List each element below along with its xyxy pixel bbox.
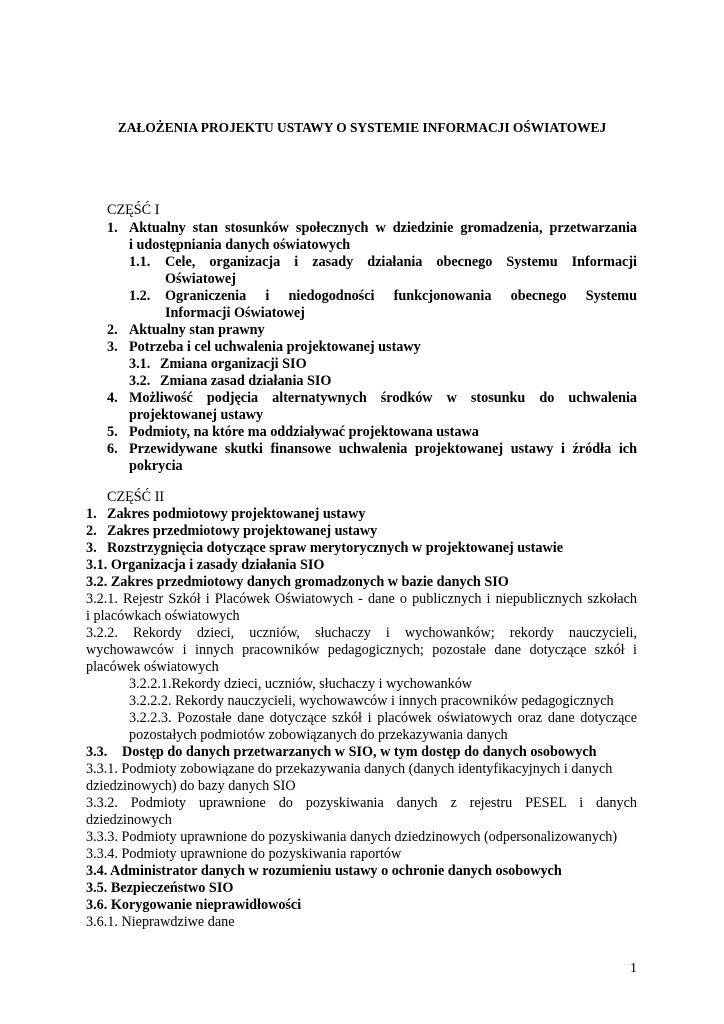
section-3-5: 3.5. Bezpieczeństwo SIO <box>86 880 234 896</box>
toc2-item-1-number: 1. <box>86 506 97 522</box>
toc-item-2-number: 2. <box>107 322 118 338</box>
toc-item-6-line1: Przewidywane skutki finansowe uchwalenia projektowanej ustawy i źródła ich <box>129 441 637 457</box>
section-3-2-1-line2: i placówkach oświatowych <box>86 608 240 624</box>
toc-item-4-number: 4. <box>107 390 118 406</box>
section-3-2-2-line3: placówek oświatowych <box>86 659 219 675</box>
section-3-3-number: 3.3. <box>86 744 108 760</box>
section-3-3-1-line1: 3.3.1. Podmioty zobowiązane do przekazywania danych (danych identyfikacyjnych i danych <box>86 761 613 777</box>
toc-item-3-2: Zmiana zasad działania SIO <box>160 373 332 389</box>
section-3-3-4: 3.3.4. Podmioty uprawnione do pozyskiwania raportów <box>86 846 402 862</box>
section-3-2-2-line1: 3.2.2. Rekordy dzieci, uczniów, słuchaczy i wychowanków; rekordy nauczycieli, <box>86 625 637 641</box>
document-title: ZAŁOŻENIA PROJEKTU USTAWY O SYSTEMIE INFORMACJI OŚWIATOWEJ <box>117 120 607 135</box>
toc-item-4-line2: projektowanej ustawy <box>129 407 264 423</box>
section-3-2-2-2: 3.2.2.2. Rekordy nauczycieli, wychowawców i innych pracowników pedagogicznych <box>129 693 614 709</box>
toc-item-1-2-line1: Ograniczenia i niedogodności funkcjonowania obecnego Systemu <box>165 288 637 304</box>
section-3-3-3: 3.3.3. Podmioty uprawnione do pozyskiwania danych dziedzinowych (odpersonalizowanych) <box>86 829 618 845</box>
toc-item-6-line2: pokrycia <box>129 458 183 474</box>
section-3-3: Dostęp do danych przetwarzanych w SIO, w tym dostęp do danych osobowych <box>122 744 597 760</box>
toc-item-5: Podmioty, na które ma oddziaływać projektowana ustawa <box>129 424 479 440</box>
toc2-item-1: Zakres podmiotowy projektowanej ustawy <box>107 506 366 522</box>
toc-item-1-1-number: 1.1. <box>129 254 151 270</box>
toc-item-1-line1: Aktualny stan stosunków społecznych w dziedzinie gromadzenia, przetwarzania <box>129 220 637 236</box>
part2-heading: CZĘŚĆ II <box>107 489 165 505</box>
toc-item-2: Aktualny stan prawny <box>129 322 265 338</box>
toc-item-1-1-line1: Cele, organizacja i zasady działania obecnego Systemu Informacji <box>165 254 637 270</box>
section-3-2-2-3-line1: 3.2.2.3. Pozostałe dane dotyczące szkół i placówek oświatowych oraz dane dotyczące <box>129 710 637 726</box>
toc-item-5-number: 5. <box>107 424 118 440</box>
section-3-2: 3.2. Zakres przedmiotowy danych gromadzonych w bazie danych SIO <box>86 574 509 590</box>
toc2-item-2: Zakres przedmiotowy projektowanej ustawy <box>107 523 378 539</box>
toc-item-3-number: 3. <box>107 339 118 355</box>
section-3-2-2-1: 3.2.2.1.Rekordy dzieci, uczniów, słuchaczy i wychowanków <box>129 676 473 692</box>
section-3-4: 3.4. Administrator danych w rozumieniu ustawy o ochronie danych osobowych <box>86 863 562 879</box>
toc2-item-2-number: 2. <box>86 523 97 539</box>
page-number: 1 <box>630 961 637 976</box>
section-3-1: 3.1. Organizacja i zasady działania SIO <box>86 557 325 573</box>
part1-heading: CZĘŚĆ I <box>107 202 160 218</box>
toc-item-1-1-line2: Oświatowej <box>165 271 236 287</box>
toc-item-3-2-number: 3.2. <box>129 373 151 389</box>
section-3-6-1: 3.6.1. Nieprawdziwe dane <box>86 914 235 930</box>
section-3-3-2-line1: 3.3.2. Podmioty uprawnione do pozyskiwania danych z rejestru PESEL i danych <box>86 795 637 811</box>
section-3-3-2-line2: dziedzinowych <box>86 812 172 828</box>
toc-item-4-line1: Możliwość podjęcia alternatywnych środków w stosunku do uchwalenia <box>129 390 637 406</box>
toc2-item-3-number: 3. <box>86 540 97 556</box>
section-3-6: 3.6. Korygowanie nieprawidłowości <box>86 897 302 913</box>
section-3-3-1-line2: dziedzinowych) do bazy danych SIO <box>86 778 296 794</box>
section-3-2-1-line1: 3.2.1. Rejestr Szkół i Placówek Oświatowych - dane o publicznych i niepublicznych szkołach <box>86 591 637 607</box>
toc-item-3-1: Zmiana organizacji SIO <box>160 356 307 372</box>
toc-item-3: Potrzeba i cel uchwalenia projektowanej ustawy <box>129 339 421 355</box>
toc-item-6-number: 6. <box>107 441 118 457</box>
toc-item-3-1-number: 3.1. <box>129 356 151 372</box>
toc-item-1-2-line2: Informacji Oświatowej <box>165 305 305 321</box>
toc-item-1-number: 1. <box>107 220 118 236</box>
toc-item-1-2-number: 1.2. <box>129 288 151 304</box>
toc2-item-3: Rozstrzygnięcia dotyczące spraw merytorycznych w projektowanej ustawie <box>107 540 563 556</box>
section-3-2-2-3-line2: pozostałych podmiotów zobowiązanych do przekazywania danych <box>129 727 508 743</box>
toc-item-1-line2: i udostępniania danych oświatowych <box>129 237 351 253</box>
section-3-2-2-line2: wychowawców i innych pracowników pedagogicznych; pozostałe dane dotyczące szkół i <box>86 642 637 658</box>
